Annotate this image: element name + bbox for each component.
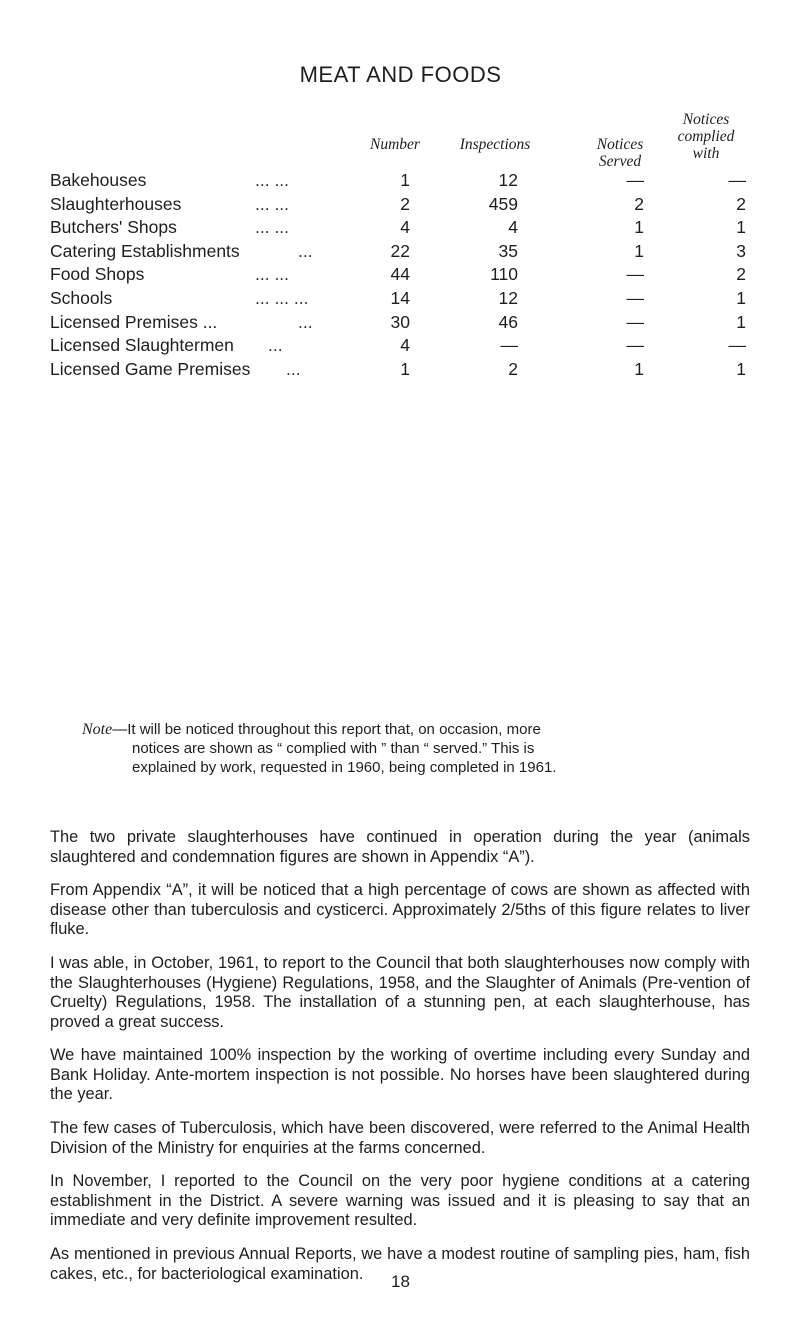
page-title: MEAT AND FOODS [299, 62, 502, 87]
row-label: Schools [50, 288, 113, 308]
row-leader-dots: ... ... [255, 264, 290, 285]
row-label: Slaughterhouses [50, 193, 182, 214]
header-inspections: Inspections [459, 136, 531, 153]
table-row [50, 170, 750, 194]
cell-complied: 1 [736, 358, 746, 379]
cell-number: 4 [400, 335, 410, 356]
cell-complied: 2 [736, 264, 746, 285]
paragraph-1: The two private slaughterhouses have continued in operation during the year (animals slaughtered and condemnation figures are shown in Appendix “A”). [50, 828, 750, 866]
cell-inspections: 35 [498, 240, 518, 261]
cell-complied: 2 [736, 193, 746, 214]
note-label: Note [82, 721, 113, 738]
cell-number: 22 [390, 240, 410, 261]
note-line-2: notices are shown as “ complied with ” than “ served.” This is [132, 740, 535, 757]
row-leader-dots: ... [298, 240, 313, 261]
paragraph-2: From Appendix “A”, it will be noticed that a high percentage of cows are shown as affected with disease other than tuberculosis and cysticerci. Approximately 2/5ths of this figure relates to liver fluke. [50, 881, 750, 938]
cell-number: 14 [390, 288, 410, 308]
row-label: Licensed Game Premises [50, 358, 251, 379]
table-row [50, 217, 750, 241]
header-complied-line1: Notices [682, 111, 730, 128]
cell-number: 30 [390, 311, 410, 332]
cell-inspections: 12 [498, 170, 518, 190]
note-line-1: —It will be noticed throughout this report that, on occasion, more [112, 721, 541, 738]
table-row [50, 194, 750, 218]
note-line-3: explained by work, requested in 1960, being completed in 1961. [132, 759, 557, 776]
row-leader-dots: ... ... [255, 193, 290, 214]
cell-served: — [626, 335, 644, 356]
row-label: Licensed Slaughtermen [50, 335, 234, 356]
row-label: Catering Establishments [50, 240, 240, 261]
row-leader-dots: ... [286, 358, 301, 379]
paragraph-4: We have maintained 100% inspection by the working of overtime including every Sunday and Bank Holiday. Ante-mortem inspection is not possible. No horses have been slaughtered during the year. [50, 1046, 750, 1103]
row-leader-dots: ... ... [255, 217, 290, 238]
cell-complied: 1 [736, 311, 746, 332]
cell-inspections: 2 [508, 358, 518, 379]
header-notices-served [580, 136, 660, 170]
cell-inspections: 12 [498, 288, 518, 308]
row-leader-dots: ... [268, 335, 283, 356]
row-label: Bakehouses [50, 170, 147, 190]
header-served-line1: Notices [596, 136, 644, 153]
cell-inspections: 46 [498, 311, 518, 332]
table-row [50, 335, 750, 359]
cell-inspections: 110 [490, 264, 518, 285]
cell-served: 1 [634, 240, 644, 261]
cell-number: 44 [390, 264, 410, 285]
header-served-line2: Served [598, 153, 642, 170]
table-row [50, 288, 750, 312]
cell-complied: 3 [736, 240, 746, 261]
row-leader-dots: ... [298, 311, 313, 332]
cell-number: 2 [400, 193, 410, 214]
row-label: Licensed Premises ... [50, 311, 218, 332]
paragraph-7: As mentioned in previous Annual Reports, we have a modest routine of sampling pies, ham, fish cakes, etc., for bacteriological examination. [50, 1245, 750, 1283]
cell-inspections: 459 [488, 193, 518, 214]
cell-served: 1 [634, 217, 644, 238]
paragraph-3: I was able, in October, 1961, to report to the Council that both slaughterhouses now comply with the Slaughterhouses (Hygiene) Regulations, 1958, and the Slaughter of Animals (Pre-vention of Cruelty) Regulations, 1958. The installation of a stunning pen, at each slaughterhouse, has proved a great success. [50, 954, 750, 1031]
cell-number: 1 [400, 358, 410, 379]
row-leader-dots: ... ... ... [255, 288, 309, 308]
cell-inspections: 4 [508, 217, 518, 238]
cell-complied: 1 [736, 288, 746, 308]
row-label: Butchers' Shops [50, 217, 177, 238]
cell-number: 4 [400, 217, 410, 238]
header-complied-line2: complied [677, 128, 735, 145]
cell-complied: — [728, 335, 746, 356]
cell-served: — [626, 264, 644, 285]
header-complied-line3: with [692, 145, 720, 162]
table-row [50, 312, 750, 336]
table-row [50, 359, 750, 383]
paragraph-5: The few cases of Tuberculosis, which have been discovered, were referred to the Animal Health Division of the Ministry for enquiries at the farms concerned. [50, 1119, 750, 1157]
cell-complied: 1 [736, 217, 746, 238]
cell-served: 2 [634, 193, 644, 214]
cell-number: 1 [400, 170, 410, 190]
cell-served: — [626, 311, 644, 332]
row-leader-dots: ... ... [255, 170, 290, 190]
header-notices-complied [660, 86, 752, 162]
cell-inspections: — [500, 335, 518, 356]
table-row [50, 241, 750, 265]
page-number: 18 [391, 1272, 410, 1291]
table-row [50, 264, 750, 288]
row-label: Food Shops [50, 264, 145, 285]
note-block [50, 720, 750, 777]
cell-served: — [626, 170, 644, 190]
paragraph-6: In November, I reported to the Council on the very poor hygiene conditions at a catering establishment in the District. A severe warning was issued and it is pleasing to say that an immediate and very definite improvement resulted. [50, 1172, 750, 1229]
cell-served: 1 [634, 358, 644, 379]
header-number: Number [370, 136, 420, 153]
cell-served: — [626, 288, 644, 308]
cell-complied: — [728, 170, 746, 190]
